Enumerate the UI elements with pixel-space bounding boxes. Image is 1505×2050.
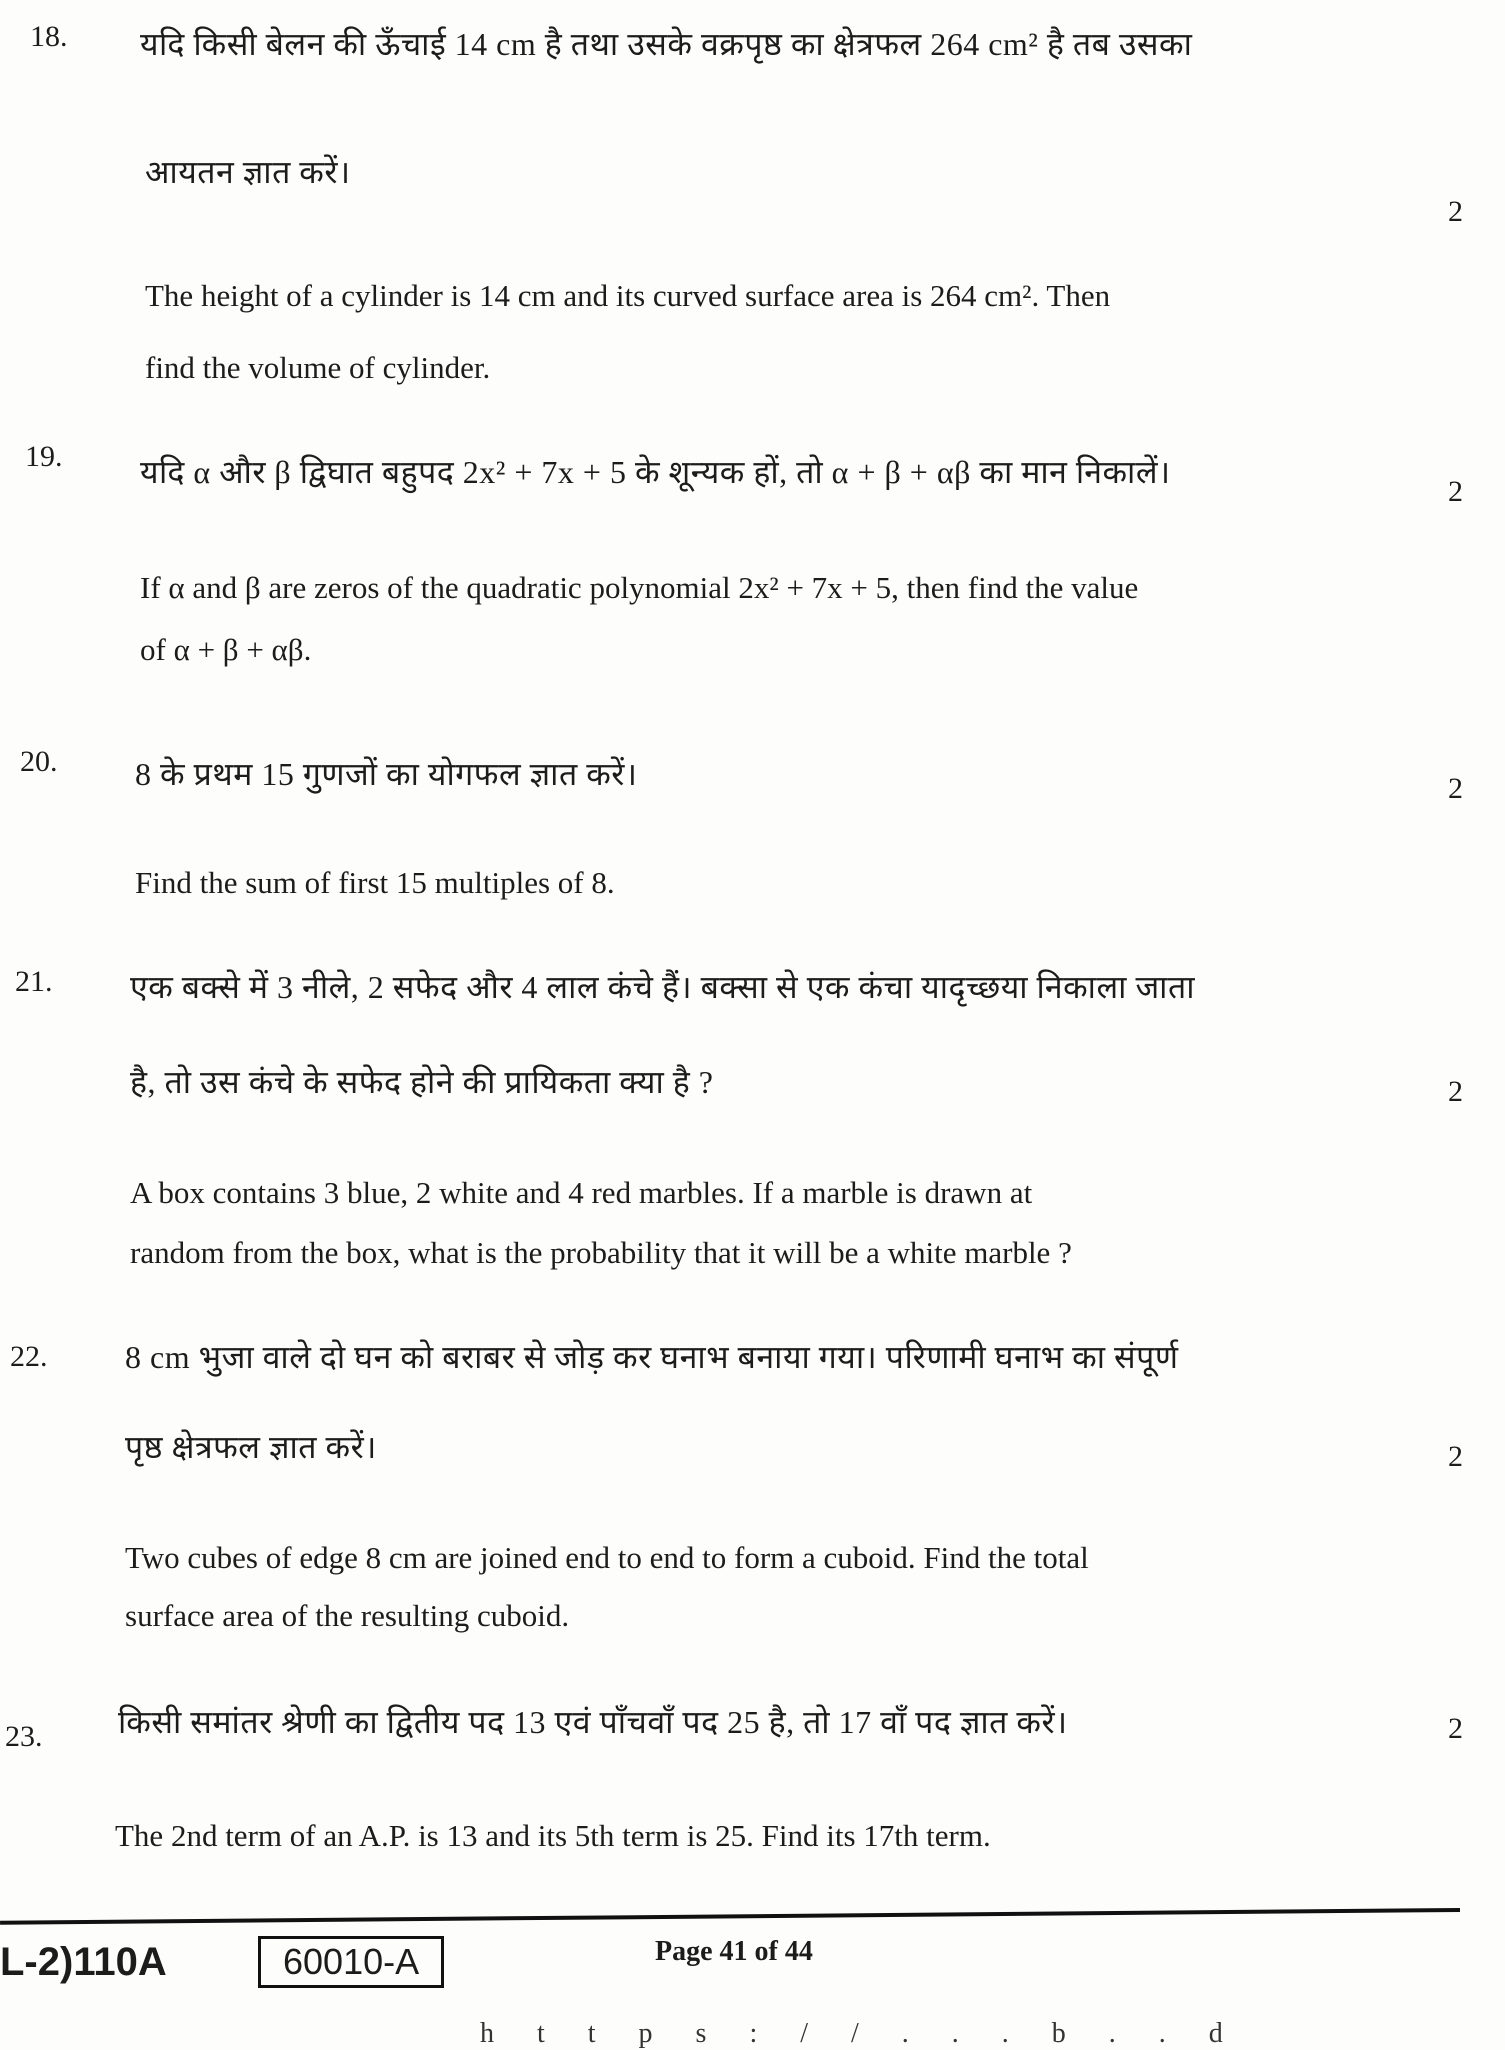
marks: 2 — [1448, 1075, 1463, 1108]
question-number: 22. — [10, 1340, 48, 1373]
question-number: 18. — [30, 20, 68, 53]
boxed-code: 60010-A — [258, 1936, 444, 1988]
page-number: Page 41 of 44 — [655, 1936, 813, 1967]
marks: 2 — [1448, 1712, 1463, 1745]
question-hindi-line: आयतन ज्ञात करें। — [145, 154, 351, 190]
marks: 2 — [1448, 195, 1463, 228]
footer-divider — [0, 1908, 1460, 1925]
question-hindi-line: यदि किसी बेलन की ऊँचाई 14 cm है तथा उसके वक्रपृष्ठ का क्षेत्रफल 264 cm² है तब उसका — [140, 26, 1193, 62]
question-hindi-line: यदि α और β द्विघात बहुपद 2x² + 7x + 5 के शून्यक हों, तो α + β + αβ का मान निकालें। — [140, 454, 1171, 490]
question-number: 20. — [20, 745, 58, 778]
marks: 2 — [1448, 1440, 1463, 1473]
question-hindi-line: है, तो उस कंचे के सफेद होने की प्रायिकता क्या है ? — [130, 1064, 714, 1100]
paper-code: L-2)110A — [0, 1940, 167, 1984]
question-english-line: Two cubes of edge 8 cm are joined end to end to form a cuboid. Find the total — [125, 1540, 1089, 1575]
question-english-line: The height of a cylinder is 14 cm and its curved surface area is 264 cm². Then — [145, 278, 1111, 313]
question-english-line: find the volume of cylinder. — [145, 350, 491, 385]
question-english-line: random from the box, what is the probability that it will be a white marble ? — [130, 1235, 1072, 1270]
question-english-line: The 2nd term of an A.P. is 13 and its 5th term is 25. Find its 17th term. — [115, 1818, 991, 1853]
question-number: 19. — [25, 440, 63, 473]
question-english-line: A box contains 3 blue, 2 white and 4 red marbles. If a marble is drawn at — [130, 1175, 1033, 1210]
question-english-line: surface area of the resulting cuboid. — [125, 1598, 570, 1633]
question-english-line: Find the sum of first 15 multiples of 8. — [135, 865, 615, 900]
question-hindi-line: 8 के प्रथम 15 गुणजों का योगफल ज्ञात करें। — [135, 756, 638, 792]
cropped-url-text: h t t p s : / / . . . b . . d — [480, 2018, 1241, 2049]
question-number: 23. — [5, 1720, 43, 1753]
marks: 2 — [1448, 772, 1463, 805]
question-english-line: of α + β + αβ. — [140, 632, 312, 667]
question-hindi-line: किसी समांतर श्रेणी का द्वितीय पद 13 एवं पाँचवाँ पद 25 है, तो 17 वाँ पद ज्ञात करें। — [118, 1704, 1068, 1740]
question-number: 21. — [15, 965, 53, 998]
question-english-line: If α and β are zeros of the quadratic polynomial 2x² + 7x + 5, then find the value — [140, 570, 1139, 605]
question-hindi-line: पृष्ठ क्षेत्रफल ज्ञात करें। — [125, 1429, 377, 1465]
question-hindi-line: एक बक्से में 3 नीले, 2 सफेद और 4 लाल कंचे हैं। बक्सा से एक कंचा यादृच्छया निकाला जाता — [130, 969, 1196, 1005]
marks: 2 — [1448, 475, 1463, 508]
question-hindi-line: 8 cm भुजा वाले दो घन को बराबर से जोड़ कर घनाभ बनाया गया। परिणामी घनाभ का संपूर्ण — [125, 1339, 1179, 1375]
